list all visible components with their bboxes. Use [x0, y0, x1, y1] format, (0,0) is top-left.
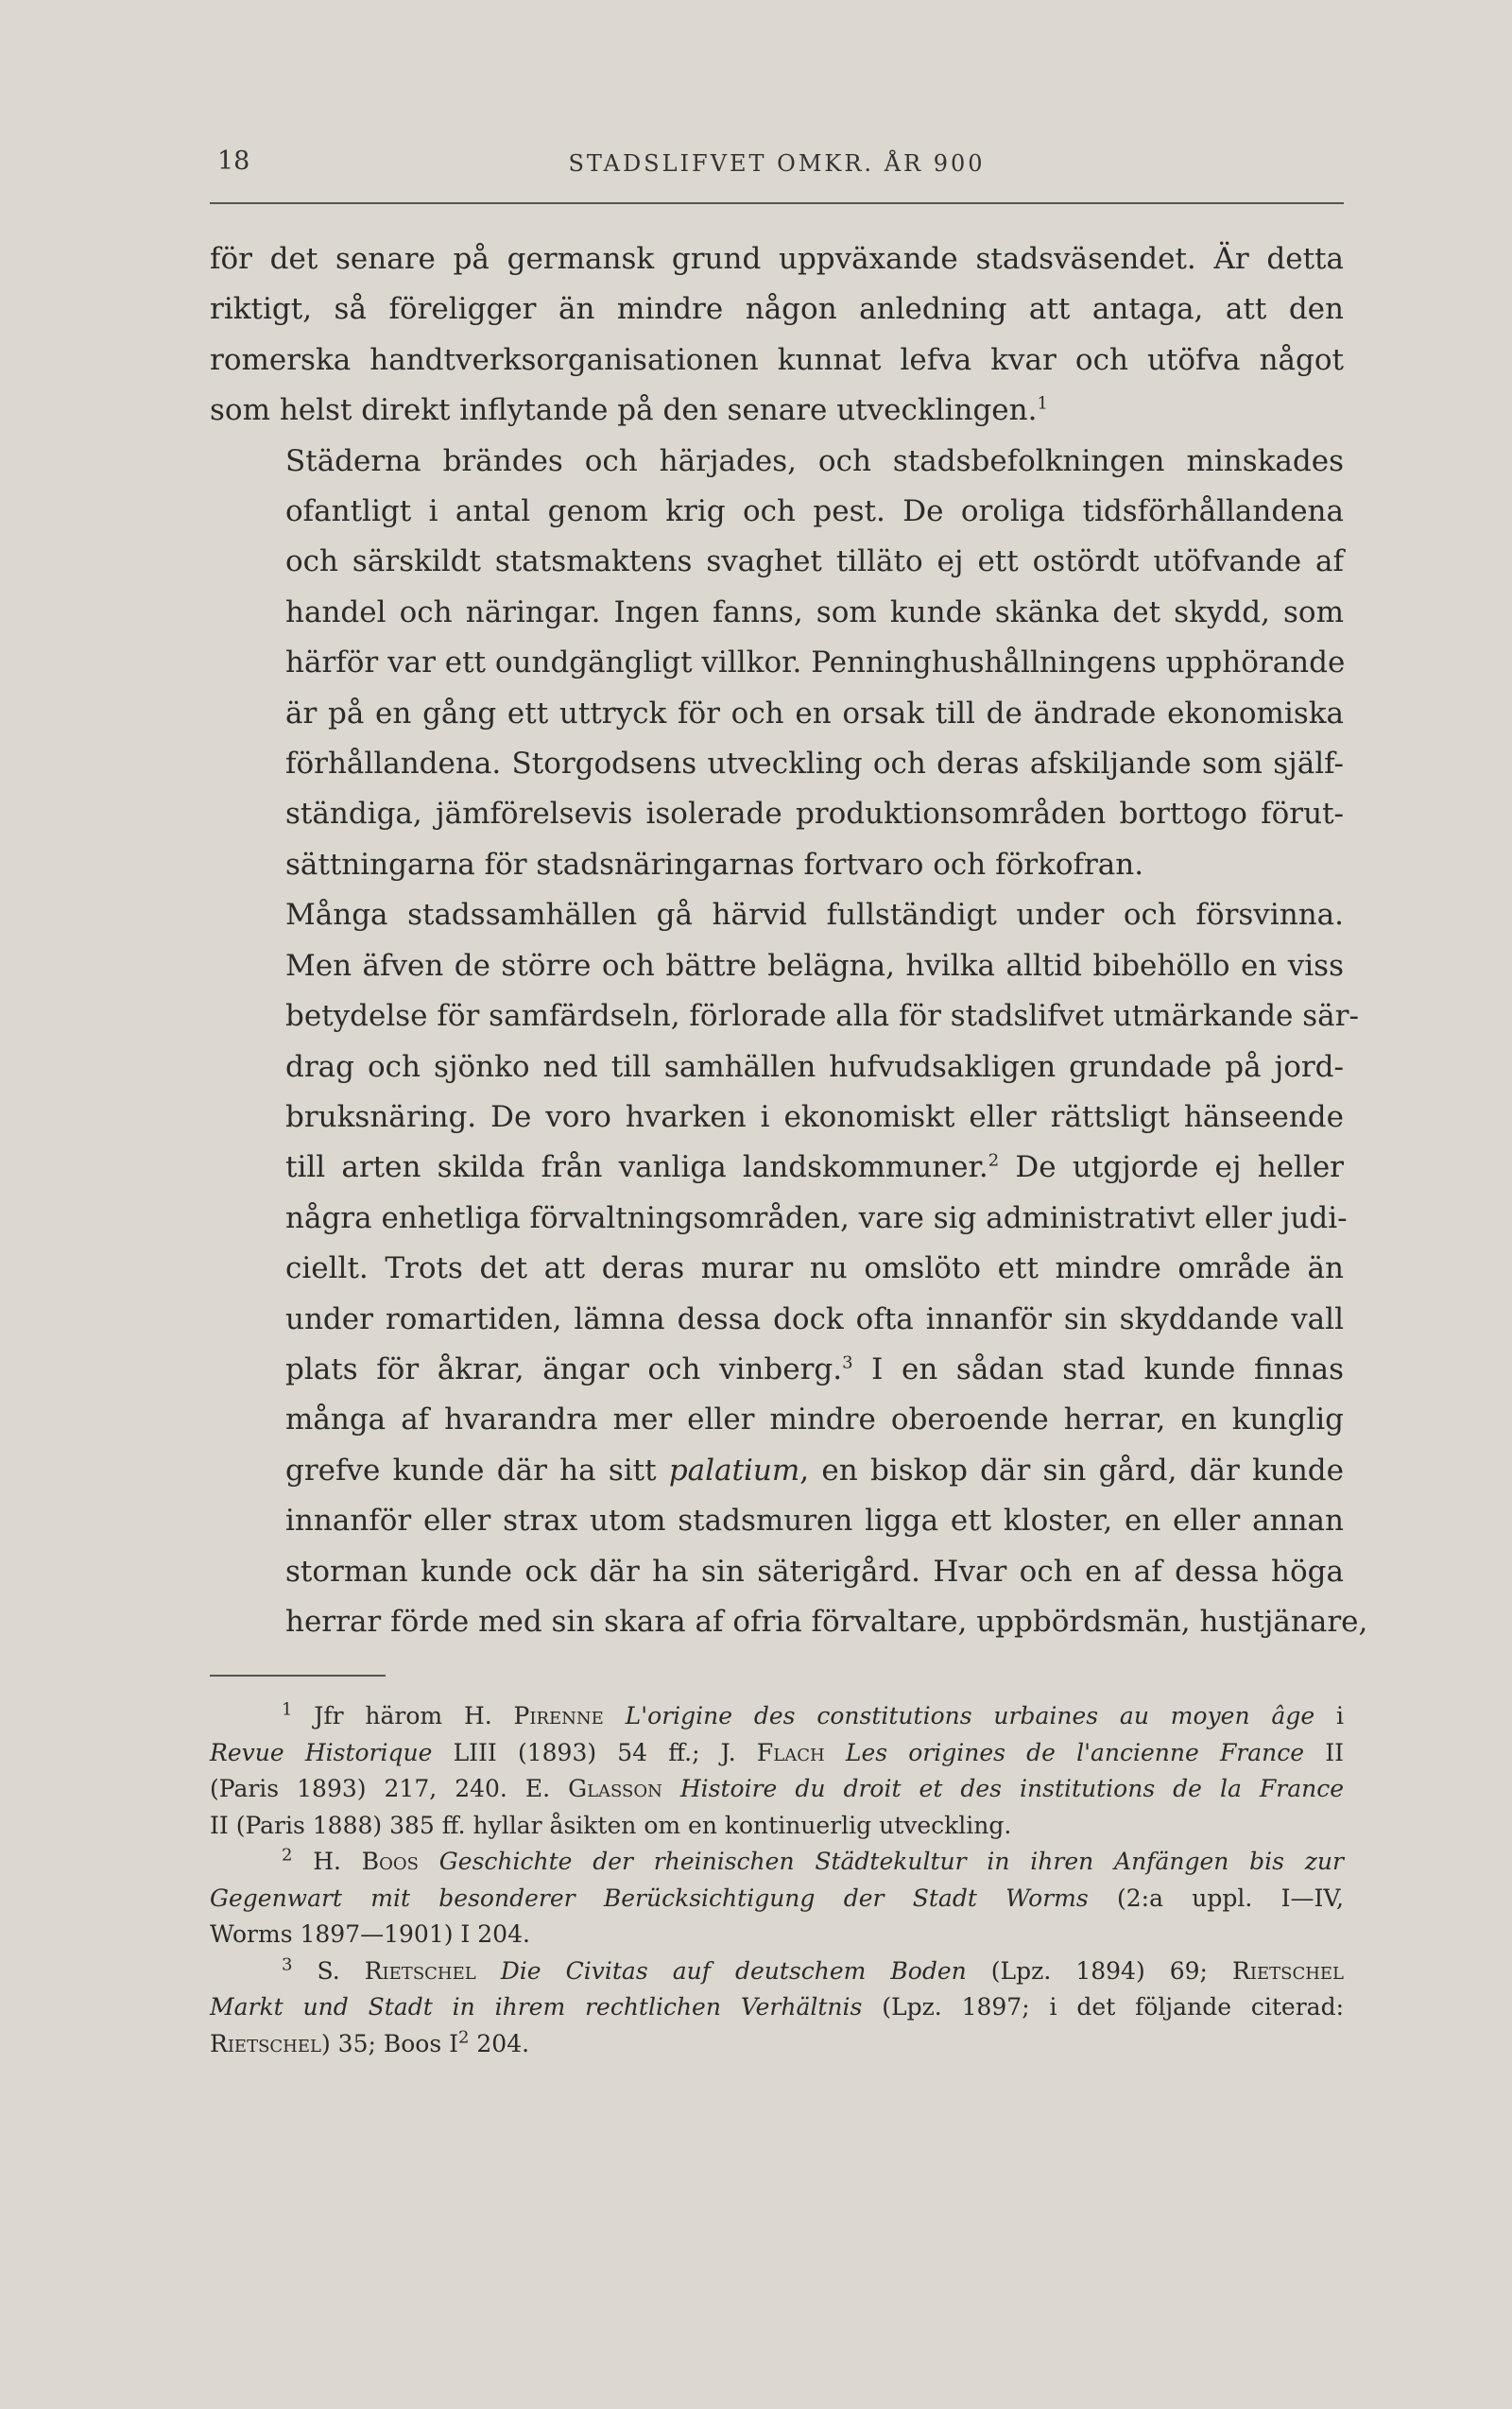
- paragraph-3: [210, 890, 1368, 1647]
- footnote-line: II (Paris 1888) 385 ff. hyllar åsikten om en kontinuerlig utveckling.: [210, 1811, 1012, 1839]
- footnote-marker: 1: [282, 1699, 293, 1720]
- text-line: plats för åkrar, ängar och vinberg.$^3$ I en sådan stad kunde finnas: [285, 1351, 1344, 1386]
- text-line: storman kunde ock där ha sin säterigård. Hvar och en af dessa höga: [285, 1554, 1344, 1589]
- page-header: [210, 146, 1344, 184]
- page-number: 18: [217, 146, 250, 176]
- running-title: STADSLIFVET OMKR. ÅR 900: [568, 150, 986, 177]
- footnote-line: (Paris 1893) 217, 240. E. Glasson Histoire du droit et des institutions de la France: [210, 1775, 1344, 1802]
- text-line: romerska handtverksorganisationen kunnat lefva kvar och utöfva något: [210, 342, 1344, 377]
- footnote-marker: 2: [282, 1845, 293, 1866]
- footnote-line: $^1$ Jfr härom H. Pirenne L'origine des constitutions urbaines au moyen âge i: [282, 1699, 1344, 1729]
- text-line: under romartiden, lämna dessa dock ofta innanför sin skyddande vall: [285, 1301, 1344, 1336]
- paragraph-1: [210, 234, 1344, 437]
- footnote-3: [210, 1953, 1344, 2063]
- footnote-ref-3[interactable]: 3: [842, 1352, 853, 1373]
- text-line: ciellt. Trots det att deras murar nu omslöto ett mindre område än: [285, 1251, 1344, 1286]
- footnote-line: Markt und Stadt in ihrem rechtlichen Verhältnis (Lpz. 1897; i det följande citerad:: [210, 1993, 1344, 2021]
- text-line: är på en gång ett uttryck för och en orsak till de ändrade ekonomiska: [285, 696, 1344, 731]
- text-line: ofantligt i antal genom krig och pest. De oroliga tidsförhållandena: [285, 494, 1344, 529]
- text-line: handel och näringar. Ingen fanns, som kunde skänka det skydd, som: [285, 594, 1344, 629]
- text-line: herrar förde med sin skara af ofria förvaltare, uppbördsmän, hustjänare,: [285, 1604, 1368, 1639]
- text-line: bruksnäring. De voro hvarken i ekonomiskt eller rättsligt hänseende: [285, 1099, 1344, 1134]
- footnote-marker: 3: [282, 1954, 293, 1975]
- footnote-line: $^3$ S. Rietschel Die Civitas auf deutschem Boden (Lpz. 1894) 69; Rietschel: [282, 1954, 1345, 1985]
- footnotes: [210, 1698, 1344, 2062]
- text-line: några enhetliga förvaltningsområden, vare sig administrativt eller judi-: [285, 1200, 1348, 1235]
- text-line: grefve kunde där ha sitt palatium, en biskop där sin gård, där kunde: [285, 1453, 1344, 1488]
- footnote-line: Gegenwart mit besonderer Berücksichtigung der Stadt Worms (2:a uppl. I—IV,: [210, 1884, 1344, 1912]
- text-line: Men äfven de större och bättre belägna, hvilka alltid bibehöllo en viss: [285, 948, 1344, 983]
- footnote-line: Worms 1897—1901) I 204.: [210, 1920, 530, 1948]
- footnote-ref-1[interactable]: 1: [1037, 393, 1048, 414]
- text-line: drag och sjönko ned till samhällen hufvudsakligen grundade på jord-: [285, 1049, 1344, 1084]
- footnote-2: [210, 1844, 1344, 1953]
- text-line: betydelse för samfärdseln, förlorade alla för stadslifvet utmärkande sär-: [285, 999, 1359, 1034]
- text-line: sättningarna för stadsnäringarnas fortvaro och förkofran.: [285, 847, 1144, 882]
- footnote-1: [210, 1698, 1344, 1844]
- footnote-ref-2[interactable]: 2: [988, 1150, 1000, 1171]
- text-line: Många stadssamhällen gå härvid fullständigt under och försvinna.: [285, 898, 1344, 933]
- text-line: Städerna brändes och härjades, och stadsbefolkningen minskades: [285, 443, 1344, 478]
- footnote-line: $^2$ H. Boos Geschichte der rheinischen Städtekultur in ihren Anfängen bis zur: [282, 1845, 1344, 1875]
- text-line: förhållandena. Storgodsens utveckling och deras afskiljande som själf-: [285, 747, 1344, 782]
- text-line: innanför eller strax utom stadsmuren ligga ett kloster, en eller annan: [285, 1504, 1344, 1539]
- text-line: som helst direkt inflytande på den senare utvecklingen.$^1$: [210, 393, 1048, 428]
- footnote-rule: [210, 1675, 386, 1677]
- footnote-line: Rietschel) 35; Boos $I^2$ 204.: [210, 2027, 530, 2057]
- text-line: härför var ett oundgängligt villkor. Penninghushållningens upphörande: [285, 645, 1346, 680]
- header-rule: [210, 202, 1344, 204]
- text-line: och särskildt statsmaktens svaghet tilläto ej ett ostördt utöfvande af: [285, 544, 1344, 579]
- text-line: ständiga, jämförelsevis isolerade produktionsområden borttogo förut-: [285, 797, 1344, 832]
- text-line: många af hvarandra mer eller mindre oberoende herrar, en kunglig: [285, 1402, 1344, 1437]
- main-text: [210, 234, 1368, 1647]
- paragraph-2: [210, 437, 1344, 891]
- italic-term: palatium: [668, 1453, 800, 1488]
- text-line: till arten skilda från vanliga landskommuner.$^2$ De utgjorde ej heller: [285, 1150, 1344, 1185]
- text-line: för det senare på germansk grund uppväxande stadsväsendet. Är detta: [210, 242, 1344, 276]
- footnote-line: Revue Historique LIII (1893) 54 ff.; J. Flach Les origines de l'ancienne France II: [210, 1738, 1344, 1766]
- text-line: riktigt, så föreligger än mindre någon anledning att antaga, att den: [210, 292, 1344, 327]
